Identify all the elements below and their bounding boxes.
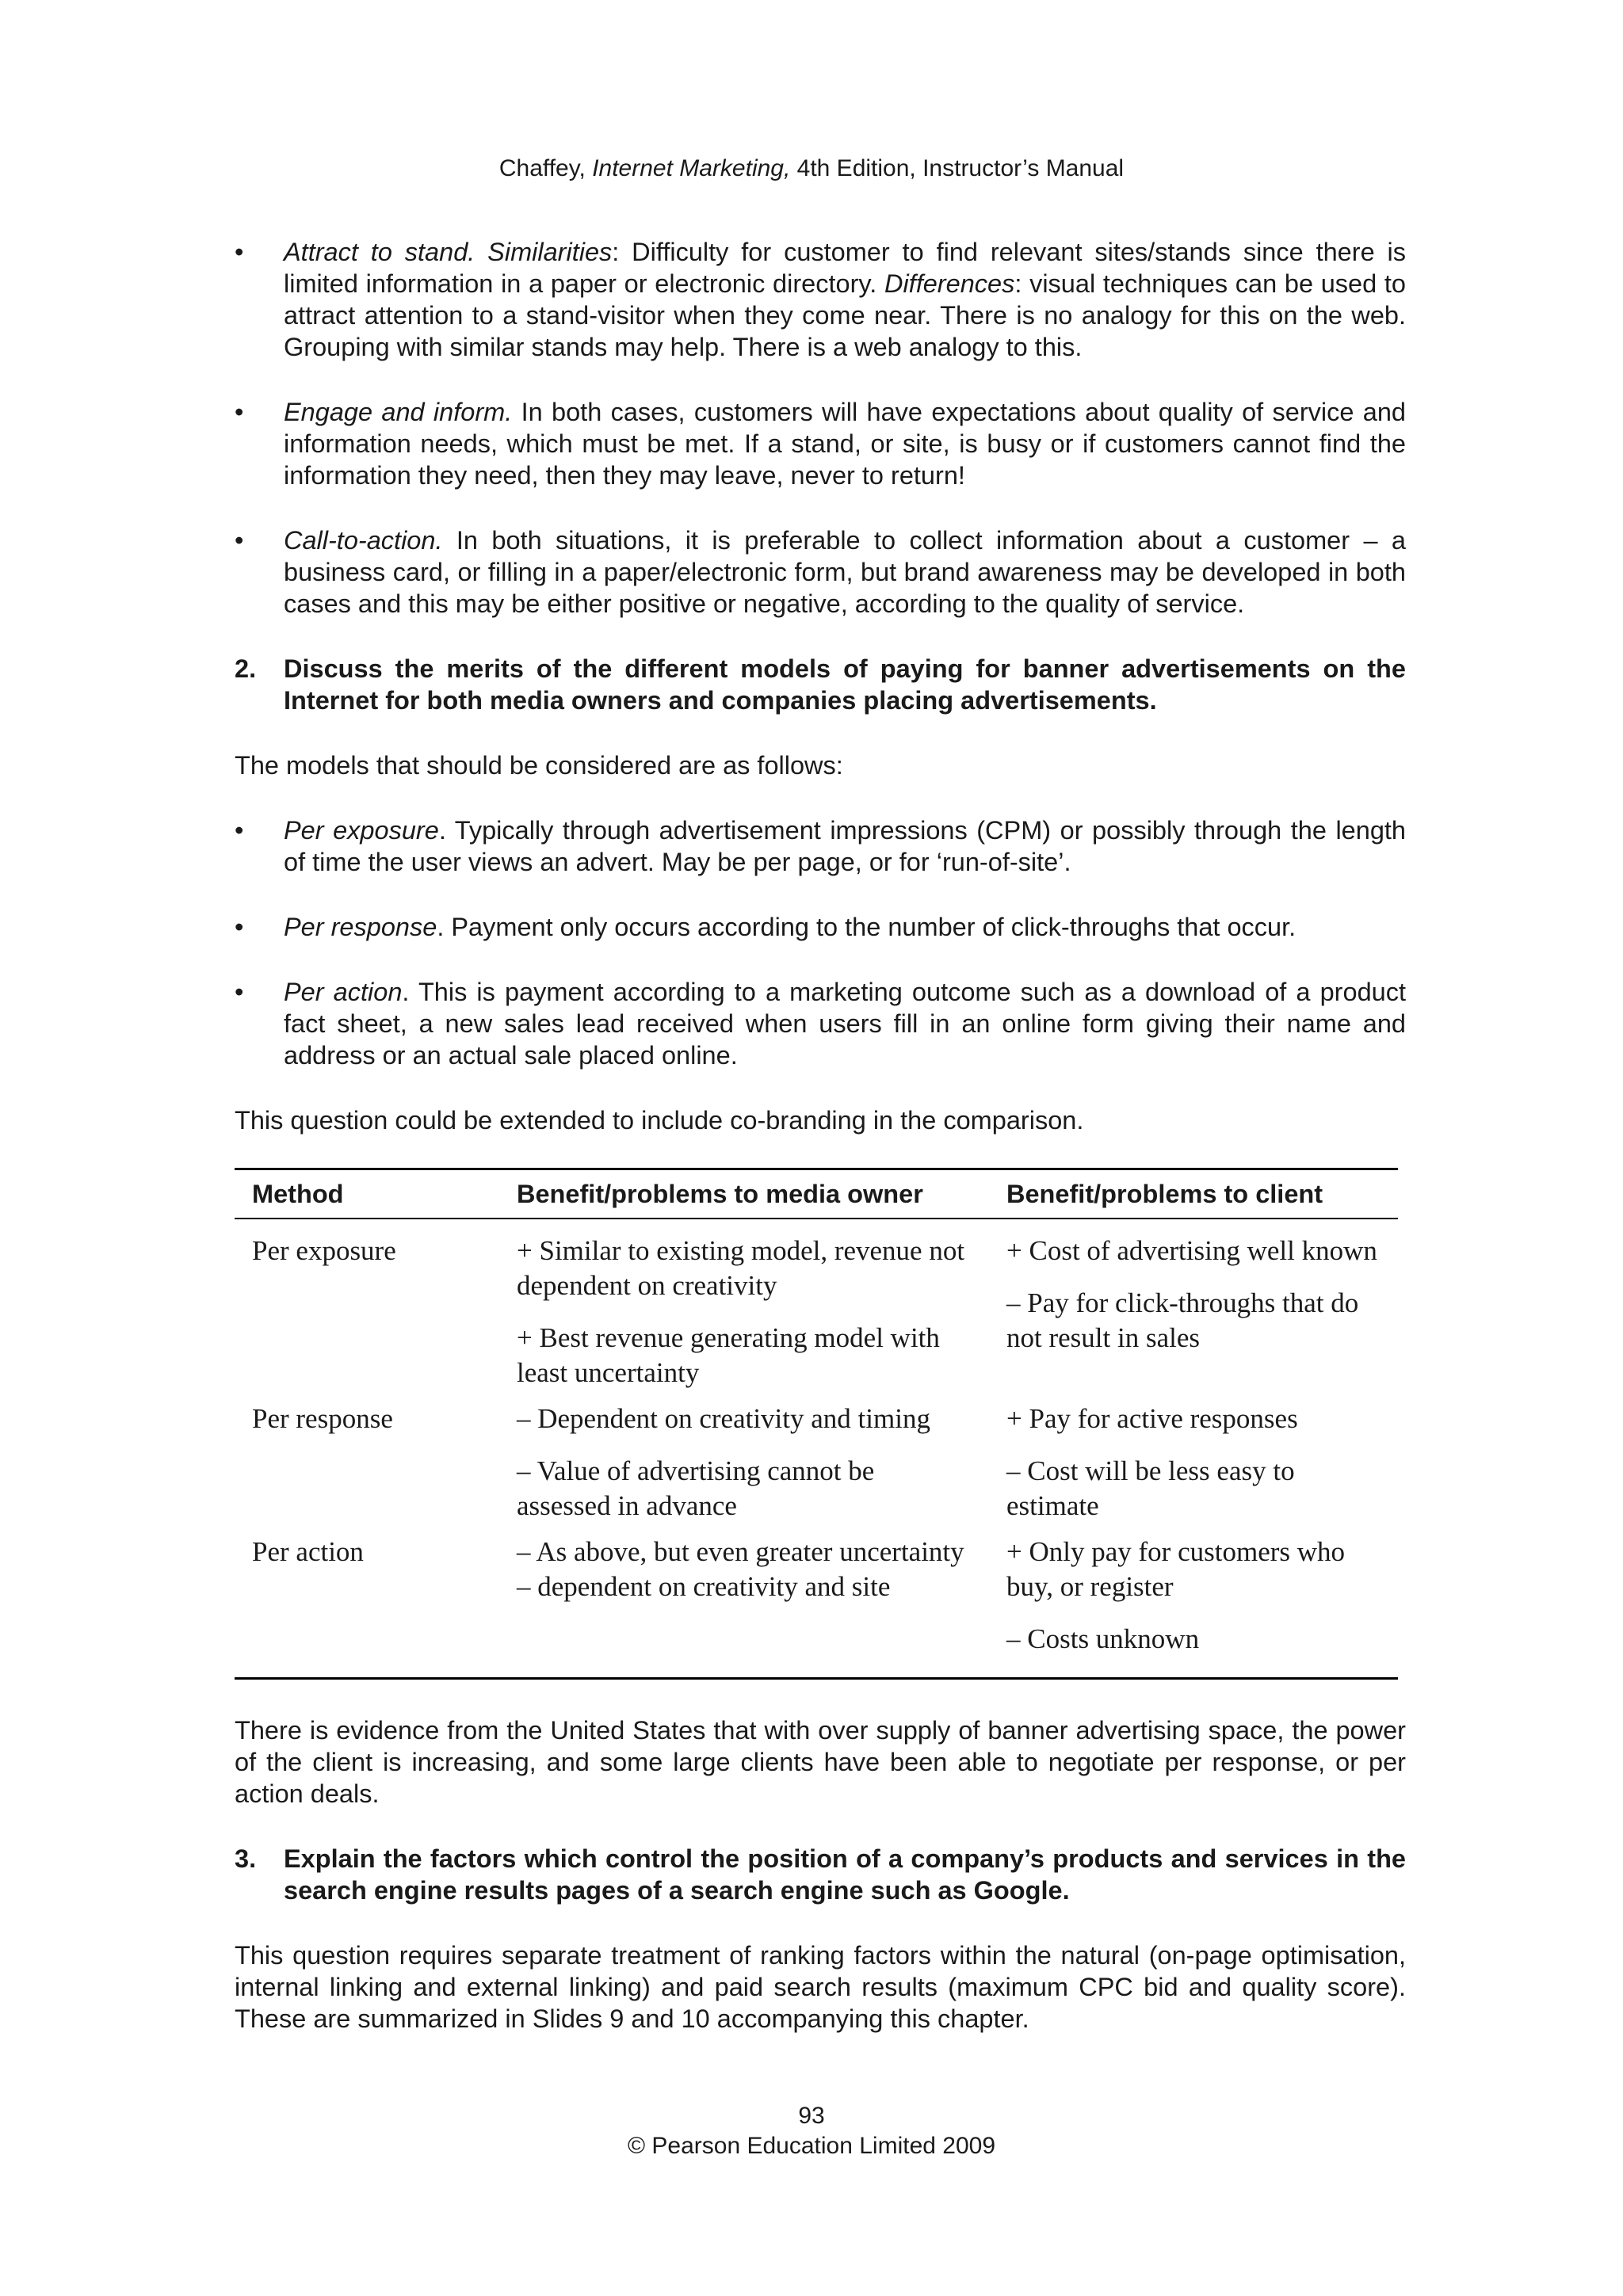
client-point: – Costs unknown xyxy=(1006,1623,1200,1654)
page-footer xyxy=(0,2101,1623,2161)
bullet-text: : Difficulty for customer to find relevant sites/stands since there is limited information in a paper or electronic directory. xyxy=(284,238,1406,298)
method-cell: Per action xyxy=(252,1536,364,1567)
extension-note: This question could be extended to include co-branding in the comparison. xyxy=(235,1106,1084,1135)
client-point: + Pay for active responses xyxy=(1006,1403,1298,1434)
bullet-lead: Attract to stand. Similarities xyxy=(284,238,613,266)
header-edition: 4th Edition, Instructor’s Manual xyxy=(790,155,1125,181)
question-2 xyxy=(235,653,1406,716)
table-row xyxy=(235,1402,1398,1535)
column-header-method: Method xyxy=(235,1169,499,1219)
bullet-glyph: • xyxy=(235,913,244,941)
method-cell: Per exposure xyxy=(252,1235,396,1266)
owner-point: – Value of advertising cannot be assessed in advance xyxy=(517,1455,875,1521)
bullet-glyph: • xyxy=(235,526,244,555)
table-row xyxy=(235,1219,1398,1402)
question-number: 3. xyxy=(235,1844,257,1873)
question-number: 2. xyxy=(235,654,257,683)
bullet-per-exposure xyxy=(235,814,1406,878)
bullet-lead: Per exposure xyxy=(284,816,439,845)
bullet-engage-and-inform xyxy=(235,396,1406,491)
bullet-per-response xyxy=(235,911,1406,943)
owner-cell xyxy=(499,1535,989,1679)
bullet-glyph: • xyxy=(235,978,244,1006)
models-intro: The models that should be considered are as follows: xyxy=(235,751,843,780)
table-header-row xyxy=(235,1169,1398,1219)
page-number: 93 xyxy=(798,2103,825,2129)
bullet-text: : visual techniques can be used to attract attention to a stand-visitor when they come near. There is no analogy for this on the web. Grouping with similar stands may help. There is a web analogy to this. xyxy=(284,269,1406,361)
header-book-title: Internet Marketing, xyxy=(592,155,791,181)
owner-point: – Dependent on creativity and timing xyxy=(517,1403,930,1434)
bullet-text: . Typically through advertisement impressions (CPM) or possibly through the length of time the user views an advert. May be per page, or for ‘run-of-site’. xyxy=(284,816,1407,876)
client-point: – Pay for click-throughs that do not result in sales xyxy=(1006,1287,1359,1353)
bullet-glyph: • xyxy=(235,238,244,266)
bullet-glyph: • xyxy=(235,816,244,845)
client-cell xyxy=(989,1402,1398,1535)
method-cell: Per response xyxy=(252,1403,393,1434)
bullet-attract-to-stand xyxy=(235,236,1406,363)
bullet-call-to-action xyxy=(235,524,1406,620)
bullet-glyph: • xyxy=(235,398,244,426)
evidence-paragraph: There is evidence from the United States that with over supply of banner advertising space, the power of the client is increasing, and some large clients have been able to negotiate per response, or per action deals. xyxy=(235,1716,1406,1808)
bullet-text: . Payment only occurs according to the number of click-throughs that occur. xyxy=(437,913,1296,941)
owner-cell xyxy=(499,1402,989,1535)
header-author: Chaffey, xyxy=(498,155,593,181)
bullet-text: In both situations, it is preferable to collect information about a customer – a business card, or filling in a paper/electronic form, but brand awareness may be developed in both cases and this may be either positive or negative, according to the quality of service. xyxy=(284,526,1406,618)
column-header-client: Benefit/problems to client xyxy=(989,1169,1398,1219)
client-point: – Cost will be less easy to estimate xyxy=(1006,1455,1295,1521)
owner-cell xyxy=(499,1219,989,1402)
question-3 xyxy=(235,1843,1406,1906)
question-text: Explain the factors which control the position of a company’s products and services in the search engine results pages of a search engine such as Google. xyxy=(284,1844,1406,1905)
bullet-italic: Differences xyxy=(884,269,1015,298)
bullet-text: In both cases, customers will have expectations about quality of service and information needs, which must be met. If a stand, or site, is busy or if customers cannot find the information they need, then they may leave, never to return! xyxy=(284,398,1406,490)
client-point: + Cost of advertising well known xyxy=(1006,1235,1377,1266)
answer-3-paragraph: This question requires separate treatment of ranking factors within the natural (on-page optimisation, internal linking and external linking) and paid search results (maximum CPC bid and quality score). These are summarized in Slides 9 and 10 accompanying this chapter. xyxy=(235,1941,1406,2033)
owner-point: + Similar to existing model, revenue not dependent on creativity xyxy=(517,1235,965,1301)
copyright-notice: © Pearson Education Limited 2009 xyxy=(627,2133,996,2159)
bullet-lead: Engage and inform. xyxy=(284,398,513,426)
client-cell xyxy=(989,1219,1398,1402)
bullet-lead: Call-to-action. xyxy=(284,526,443,555)
owner-point: – As above, but even greater uncertainty – dependent on creativity and site xyxy=(517,1536,964,1602)
bullet-lead: Per response xyxy=(284,913,437,941)
column-header-media-owner: Benefit/problems to media owner xyxy=(499,1169,989,1219)
client-point: + Only pay for customers who buy, or register xyxy=(1006,1536,1346,1602)
payment-models-table xyxy=(235,1168,1398,1680)
bullet-text: . This is payment according to a marketing outcome such as a download of a product fact sheet, a new sales lead received when users fill in an online form giving their name and address or an actual sale placed online. xyxy=(284,978,1406,1070)
bullet-lead: Per action xyxy=(284,978,403,1006)
bullet-per-action xyxy=(235,976,1406,1071)
client-cell xyxy=(989,1535,1398,1679)
table-row xyxy=(235,1535,1398,1679)
running-header xyxy=(0,155,1623,182)
question-text: Discuss the merits of the different models of paying for banner advertisements on the Internet for both media owners and companies placing advertisements. xyxy=(284,654,1406,715)
owner-point: + Best revenue generating model with least uncertainty xyxy=(517,1322,940,1388)
page-body xyxy=(235,236,1406,2068)
